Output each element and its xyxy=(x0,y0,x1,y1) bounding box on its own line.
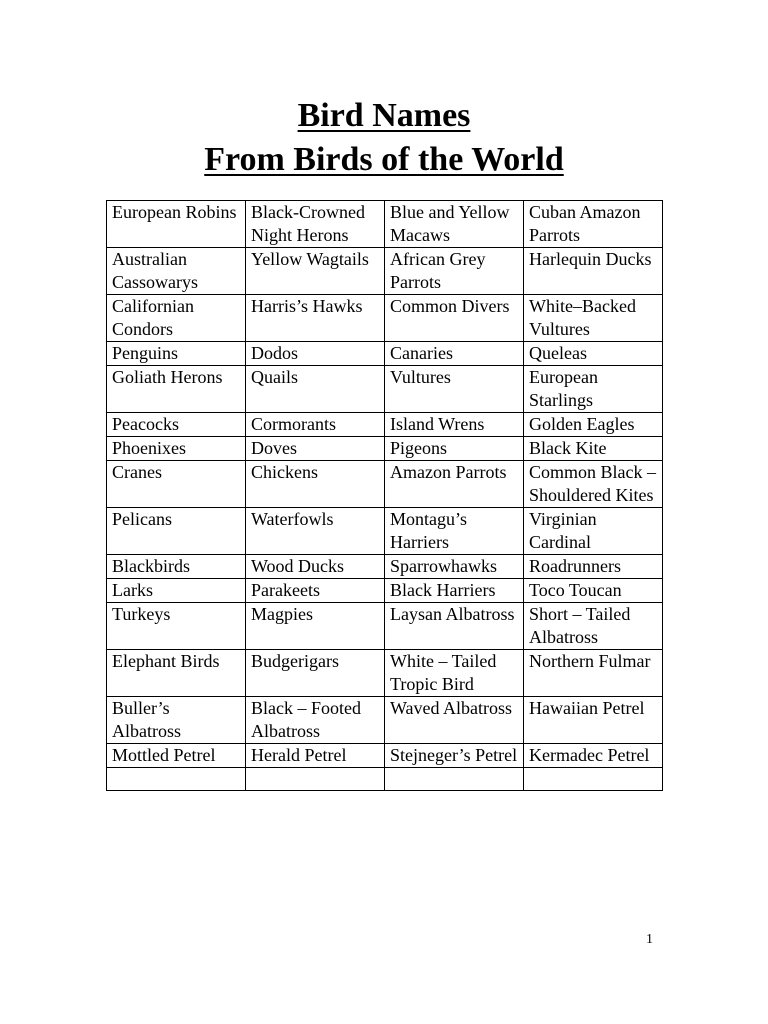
table-cell xyxy=(524,768,663,791)
table-row xyxy=(107,366,663,413)
table-cell: Goliath Herons xyxy=(107,366,246,413)
table-cell: Magpies xyxy=(246,603,385,650)
table-cell: Elephant Birds xyxy=(107,650,246,697)
table-cell: Kermadec Petrel xyxy=(524,744,663,768)
title-line-1: Bird Names xyxy=(297,97,471,134)
table-cell: Californian Condors xyxy=(107,295,246,342)
table-cell: Wood Ducks xyxy=(246,555,385,579)
table-cell: Northern Fulmar xyxy=(524,650,663,697)
table-cell: Penguins xyxy=(107,342,246,366)
table-cell: Herald Petrel xyxy=(246,744,385,768)
table-row xyxy=(107,461,663,508)
table-row xyxy=(107,508,663,555)
table-cell: Stejneger’s Petrel xyxy=(385,744,524,768)
table-cell: Waved Albatross xyxy=(385,697,524,744)
table-cell: Cormorants xyxy=(246,413,385,437)
table-row xyxy=(107,555,663,579)
table-cell: Laysan Albatross xyxy=(385,603,524,650)
table-cell xyxy=(107,768,246,791)
table-row xyxy=(107,295,663,342)
table-cell: Waterfowls xyxy=(246,508,385,555)
table-row xyxy=(107,697,663,744)
table-cell: Short – Tailed Albatross xyxy=(524,603,663,650)
table-cell: Common Divers xyxy=(385,295,524,342)
table-cell: Buller’s Albatross xyxy=(107,697,246,744)
table-cell: Virginian Cardinal xyxy=(524,508,663,555)
table-cell: African Grey Parrots xyxy=(385,248,524,295)
table-cell: White–Backed Vultures xyxy=(524,295,663,342)
table-cell: Roadrunners xyxy=(524,555,663,579)
table-cell: Dodos xyxy=(246,342,385,366)
table-cell: European Robins xyxy=(107,201,246,248)
table-cell: Mottled Petrel xyxy=(107,744,246,768)
table-row xyxy=(107,579,663,603)
bird-names-table xyxy=(106,200,663,791)
page-number: 1 xyxy=(646,932,653,947)
title-line-2: From Birds of the World xyxy=(204,141,564,178)
table-cell: Black Harriers xyxy=(385,579,524,603)
table-cell: Blue and Yellow Macaws xyxy=(385,201,524,248)
table-cell: Canaries xyxy=(385,342,524,366)
table-cell: Amazon Parrots xyxy=(385,461,524,508)
table-row xyxy=(107,201,663,248)
table-cell: Queleas xyxy=(524,342,663,366)
table-cell: Australian Cassowarys xyxy=(107,248,246,295)
table-cell: Blackbirds xyxy=(107,555,246,579)
table-row xyxy=(107,437,663,461)
table-cell: Doves xyxy=(246,437,385,461)
table-row xyxy=(107,342,663,366)
table-cell: Quails xyxy=(246,366,385,413)
table-row xyxy=(107,248,663,295)
bird-names-table-body xyxy=(107,201,663,791)
table-cell: Black-Crowned Night Herons xyxy=(246,201,385,248)
table-cell: Harris’s Hawks xyxy=(246,295,385,342)
table-cell: Pigeons xyxy=(385,437,524,461)
table-row xyxy=(107,603,663,650)
table-cell xyxy=(385,768,524,791)
table-cell: Black – Footed Albatross xyxy=(246,697,385,744)
table-cell: Golden Eagles xyxy=(524,413,663,437)
table-row xyxy=(107,413,663,437)
table-cell: Sparrowhawks xyxy=(385,555,524,579)
table-cell: Budgerigars xyxy=(246,650,385,697)
table-cell: White – Tailed Tropic Bird xyxy=(385,650,524,697)
table-row xyxy=(107,744,663,768)
table-cell: Chickens xyxy=(246,461,385,508)
table-cell: Black Kite xyxy=(524,437,663,461)
table-cell: Toco Toucan xyxy=(524,579,663,603)
table-row xyxy=(107,768,663,791)
table-cell: Yellow Wagtails xyxy=(246,248,385,295)
table-cell: Pelicans xyxy=(107,508,246,555)
table-cell: Vultures xyxy=(385,366,524,413)
table-cell: Peacocks xyxy=(107,413,246,437)
table-cell: European Starlings xyxy=(524,366,663,413)
table-row xyxy=(107,650,663,697)
table-cell: Turkeys xyxy=(107,603,246,650)
table-cell: Montagu’s Harriers xyxy=(385,508,524,555)
table-cell: Cranes xyxy=(107,461,246,508)
table-cell: Phoenixes xyxy=(107,437,246,461)
table-cell: Island Wrens xyxy=(385,413,524,437)
table-cell: Hawaiian Petrel xyxy=(524,697,663,744)
table-cell: Parakeets xyxy=(246,579,385,603)
table-cell: Cuban Amazon Parrots xyxy=(524,201,663,248)
table-cell: Common Black – Shouldered Kites xyxy=(524,461,663,508)
table-cell: Larks xyxy=(107,579,246,603)
table-cell xyxy=(246,768,385,791)
table-cell: Harlequin Ducks xyxy=(524,248,663,295)
page-title xyxy=(0,94,768,182)
